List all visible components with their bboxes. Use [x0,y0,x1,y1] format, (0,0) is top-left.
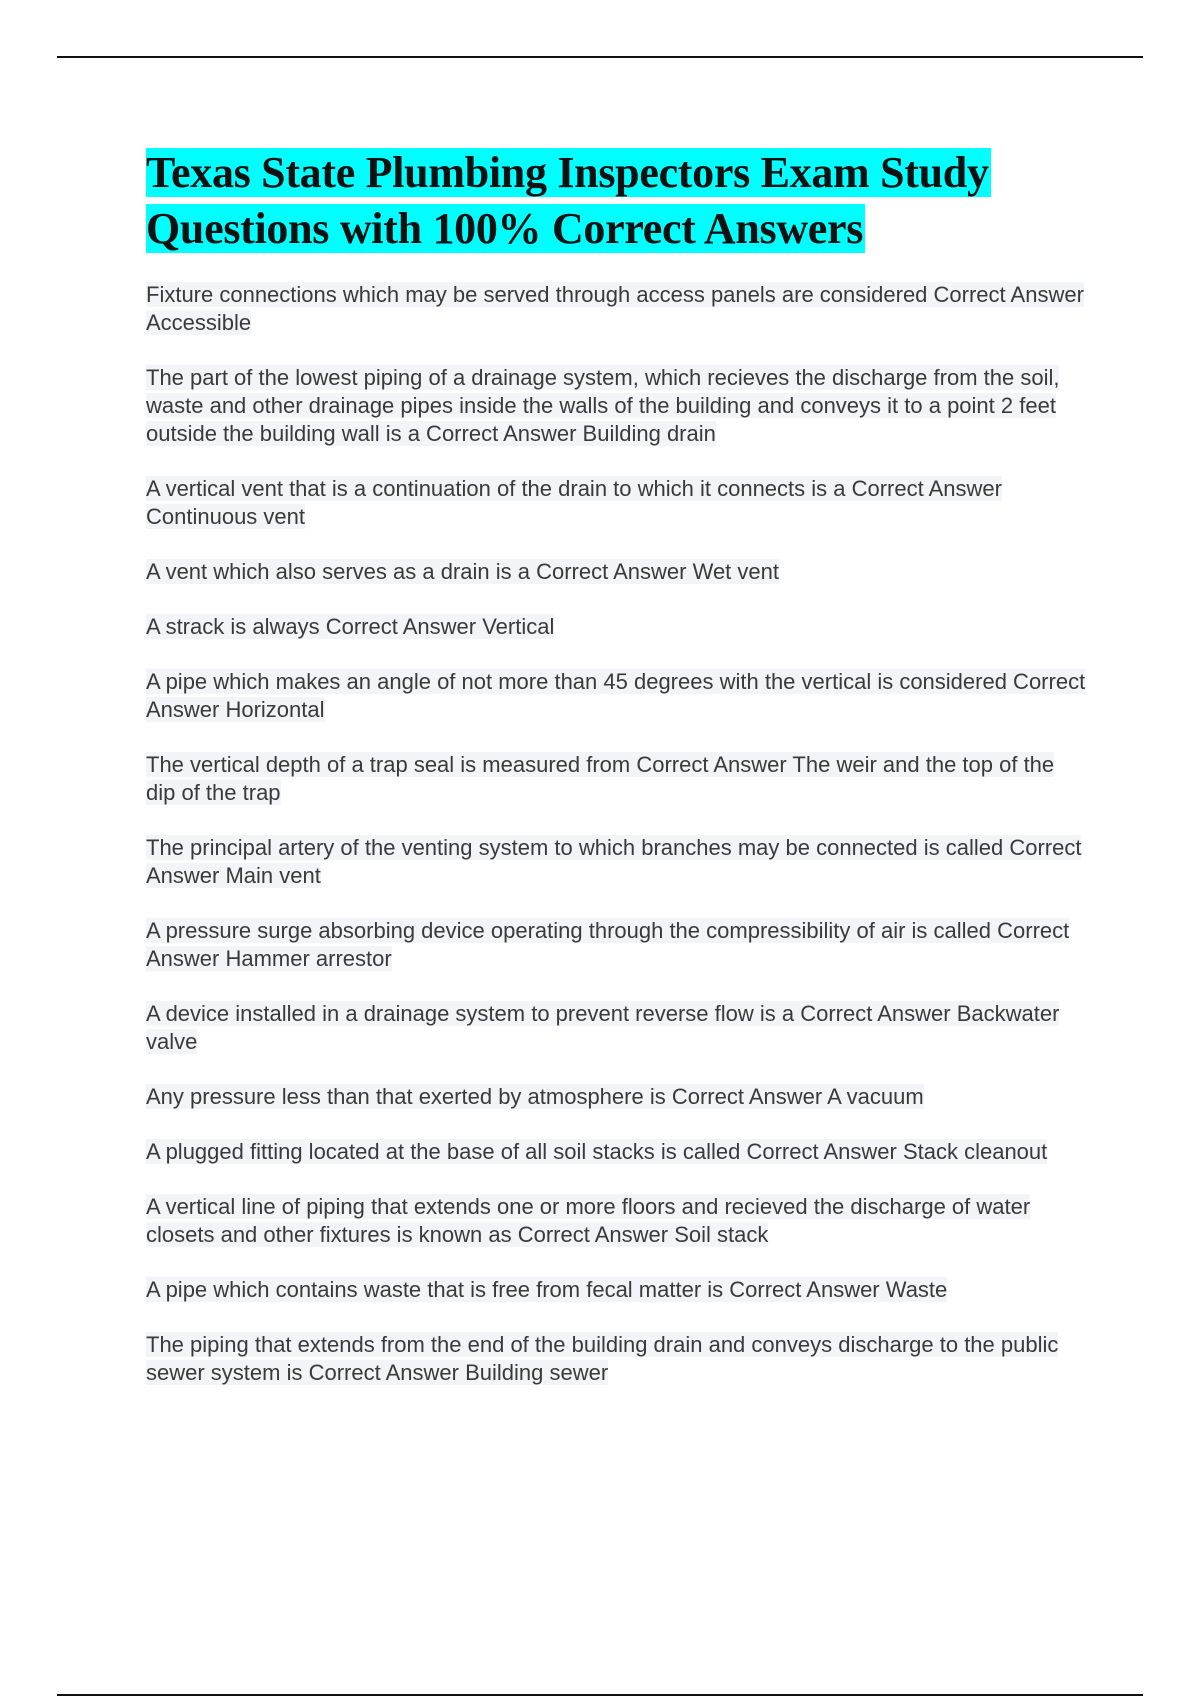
question-text: The principal artery of the venting system to which branches may be connected is called Correct Answer Main vent [146,835,1082,888]
list-item [146,1000,1086,1056]
title-highlight: Texas State Plumbing Inspectors Exam Study Questions with 100% Correct Answers [146,148,989,253]
question-text: A pressure surge absorbing device operating through the compressibility of air is called Correct Answer Hammer arrestor [146,918,1070,971]
question-text: A device installed in a drainage system to prevent reverse flow is a Correct Answer Backwater valve [146,1001,1060,1054]
question-text: A plugged fitting located at the base of all soil stacks is called Correct Answer Stack cleanout [146,1139,1048,1164]
question-text: A strack is always Correct Answer Vertical [146,614,555,639]
list-item [146,613,1086,641]
list-item [146,364,1086,448]
question-text: A vent which also serves as a drain is a Correct Answer Wet vent [146,559,779,584]
top-rule [57,56,1143,58]
question-text: Fixture connections which may be served through access panels are considered Correct Answer Accessible [146,282,1084,335]
list-item [146,281,1086,337]
document-title [146,145,1086,257]
question-text: A vertical vent that is a continuation of the drain to which it connects is a Correct Answer Continuous vent [146,476,1002,529]
list-item [146,1331,1086,1387]
list-item [146,1138,1086,1166]
question-text: The piping that extends from the end of the building drain and conveys discharge to the public sewer system is Correct Answer Building sewer [146,1332,1059,1385]
list-item [146,1083,1086,1111]
question-text: The part of the lowest piping of a drainage system, which recieves the discharge from the soil, waste and other drainage pipes inside the walls of the building and conveys it to a point 2 feet outside the building wall is a Correct Answer Building drain [146,365,1060,446]
list-item [146,1276,1086,1304]
question-text: The vertical depth of a trap seal is measured from Correct Answer The weir and the top of the dip of the trap [146,752,1055,805]
list-item [146,751,1086,807]
document-body [146,145,1086,1414]
question-text: A pipe which contains waste that is free from fecal matter is Correct Answer Waste [146,1277,948,1302]
list-item [146,1193,1086,1249]
question-text: Any pressure less than that exerted by atmosphere is Correct Answer A vacuum [146,1084,924,1109]
list-item [146,668,1086,724]
question-list [146,281,1086,1387]
list-item [146,475,1086,531]
list-item [146,558,1086,586]
list-item [146,834,1086,890]
question-text: A vertical line of piping that extends one or more floors and recieved the discharge of water closets and other fixtures is known as Correct Answer Soil stack [146,1194,1031,1247]
question-text: A pipe which makes an angle of not more than 45 degrees with the vertical is considered Correct Answer Horizontal [146,669,1086,722]
list-item [146,917,1086,973]
bottom-rule [57,1694,1143,1696]
